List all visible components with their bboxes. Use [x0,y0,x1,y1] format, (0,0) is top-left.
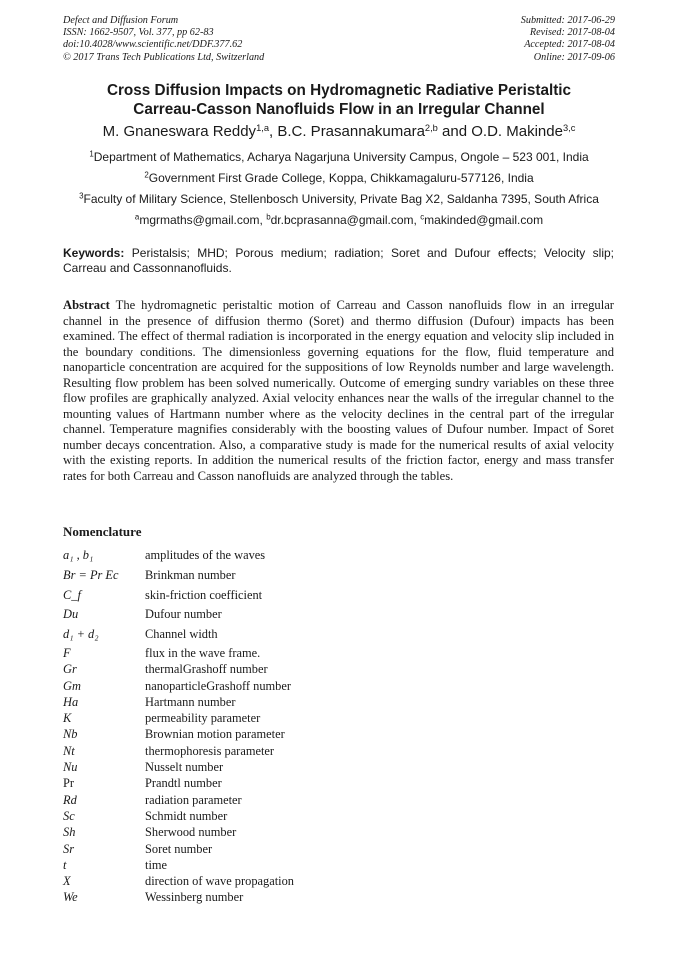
title-line-2: Carreau-Casson Nanofluids Flow in an Irregular Channel [133,100,545,118]
journal-doi: doi:10.4028/www.scientific.net/DDF.377.62 [63,39,243,51]
date-online: Online: 2017-09-06 [533,51,615,63]
email-b[interactable]: dr.bcprasanna@gmail.com [270,213,414,227]
nomenclature-symbol: Sc [63,808,75,823]
nomenclature-title: Nomenclature [63,524,142,539]
nomenclature-description: Brinkman number [145,567,236,582]
date-accepted: Accepted: 2017-08-04 [524,39,615,51]
nomenclature-description: flux in the wave frame. [145,645,261,660]
author-emails: $^a$mgrmaths@gmail.com, $^b$dr.bcprasanna@gmail.com, $^c$makinded@gmail.com [134,212,544,227]
title-line-1: Cross Diffusion Impacts on Hydromagnetic Radiative Peristaltic [106,82,572,99]
nomenclature-description: Hartmann number [145,694,236,709]
affiliation-1: $^1$Department of Mathematics, Acharya Nagarjuna University Campus, Ongole – 523 001, India [89,149,589,164]
nomenclature-symbol: a₁ , b₁ [63,548,94,562]
nomenclature-symbol: Br = Pr Ec [63,567,119,582]
author-2: B.C. Prasannakumara [277,123,425,140]
author-1: M. Gnaneswara Reddy [102,123,257,140]
date-revised: Revised: 2017-08-04 [529,27,615,39]
nomenclature-symbol: F [63,645,71,660]
nomenclature-description: thermophoresis parameter [145,743,275,758]
journal-name: Defect and Diffusion Forum [63,15,179,26]
nomenclature-description: Nusselt number [145,760,224,775]
nomenclature-description: direction of wave propagation [145,874,294,889]
author-list: M. Gnaneswara Reddy$^{1,a}$, B.C. Prasannakumara$^{2,b}$ and O.D. Makinde$^{3,c}$ [102,122,576,140]
nomenclature-symbol: K [63,711,72,726]
email-c[interactable]: makinded@gmail.com [424,213,544,227]
nomenclature-symbol: C_f [63,587,81,602]
abstract-label: Abstract [63,298,110,312]
journal-copyright: © 2017 Trans Tech Publications Ltd, Switzerland [63,51,265,63]
abstract [63,298,614,485]
nomenclature-symbol: Sh [63,825,76,840]
nomenclature-description: Dufour number [145,607,222,622]
nomenclature-symbol: Rd [63,792,77,807]
nomenclature-description: Soret number [145,841,213,856]
nomenclature-symbol: X [63,874,71,889]
affiliation-2: $^2$Government First Grade College, Koppa, Chikkamagaluru-577126, India [144,170,534,185]
nomenclature-description: Wessinberg number [145,890,244,905]
nomenclature-symbol: Nb [63,727,78,742]
nomenclature-symbol: Pr [63,776,75,791]
nomenclature-description: Prandtl number [145,776,222,791]
author-3: O.D. Makinde [471,123,563,140]
nomenclature-symbol: Sr [63,841,75,856]
nomenclature-description: permeability parameter [145,711,261,726]
affiliation-3: $^3$Faculty of Military Science, Stellenbosch University, Private Bag X2, Saldanha 7395, South Africa [79,191,599,206]
nomenclature-symbol: Nu [63,760,78,775]
nomenclature-symbol: Du [63,607,79,622]
keywords [63,246,614,276]
journal-issn: ISSN: 1662-9507, Vol. 377, pp 62-83 [63,27,214,39]
keywords-label: Keywords: [63,246,125,260]
nomenclature-description: Brownian motion parameter [145,727,285,742]
nomenclature-description: Sherwood number [145,825,237,840]
nomenclature-symbol: d₁ + d₂ [63,627,99,642]
date-submitted: Submitted: 2017-06-29 [520,15,615,26]
nomenclature-description: nanoparticleGrashoff number [145,678,291,693]
author-3-affil: 3,c [562,122,576,133]
nomenclature-description: Channel width [145,627,218,642]
journal-info [63,15,264,64]
author-2-affil: 2,b [424,122,438,133]
nomenclature-description: amplitudes of the waves [145,548,266,562]
abstract-text: The hydromagnetic peristaltic motion of Carreau and Casson nanofluids flow in an irregular channel in the presence of diffusion thermo (Soret) and thermo diffusion (Dufour) impacts has been examined. The effect of thermal radiation is incorporated in the energy equation and velocity slip included in the boundary conditions. The dimensionless governing equations for the flow, fluid temperature and nanoparticle concentration are acquired for the suppositions of low Reynolds number and large wavelength. Resulting flow problem has been solved numerically. Outcome of emerging sundry variables on these three flow profiles are graphically analyzed. Axial velocity enhances near the walls of the irregular channel to the mounting values of Hartmann number where as the velocity declines in the central part of the irregular channel. Temperature magnifies considerably with the boosting values of Dufour number. Impact of Soret number decays concentration. Also, a comparative study is made for the numerical results of axial velocity with the existing reports. In addition the numerical results of the friction factor, energy and mass transfer rates for both Carreau and Casson nanofluids are analyzed through the tables. [63,298,614,484]
publication-dates [521,15,615,64]
keywords-text: Peristalsis; MHD; Porous medium; radiation; Soret and Dufour effects; Velocity slip; Carreau and Cassonnanofluids. [63,246,614,275]
nomenclature-symbol: Gm [63,678,81,693]
nomenclature-symbol: We [63,890,78,905]
nomenclature-description: time [145,857,168,872]
nomenclature-description: radiation parameter [145,792,242,807]
author-1-affil: 1,a [256,122,269,133]
nomenclature-symbol: Gr [63,662,77,677]
nomenclature-symbol: Nt [63,743,75,758]
nomenclature-description: Schmidt number [145,808,228,823]
nomenclature-symbol: t [63,857,67,872]
nomenclature-description: thermalGrashoff number [145,662,268,677]
email-a[interactable]: mgrmaths@gmail.com [139,213,260,227]
nomenclature-description: skin-friction coefficient [145,587,263,602]
paper-title [40,82,638,119]
nomenclature-symbol: Ha [63,694,79,709]
